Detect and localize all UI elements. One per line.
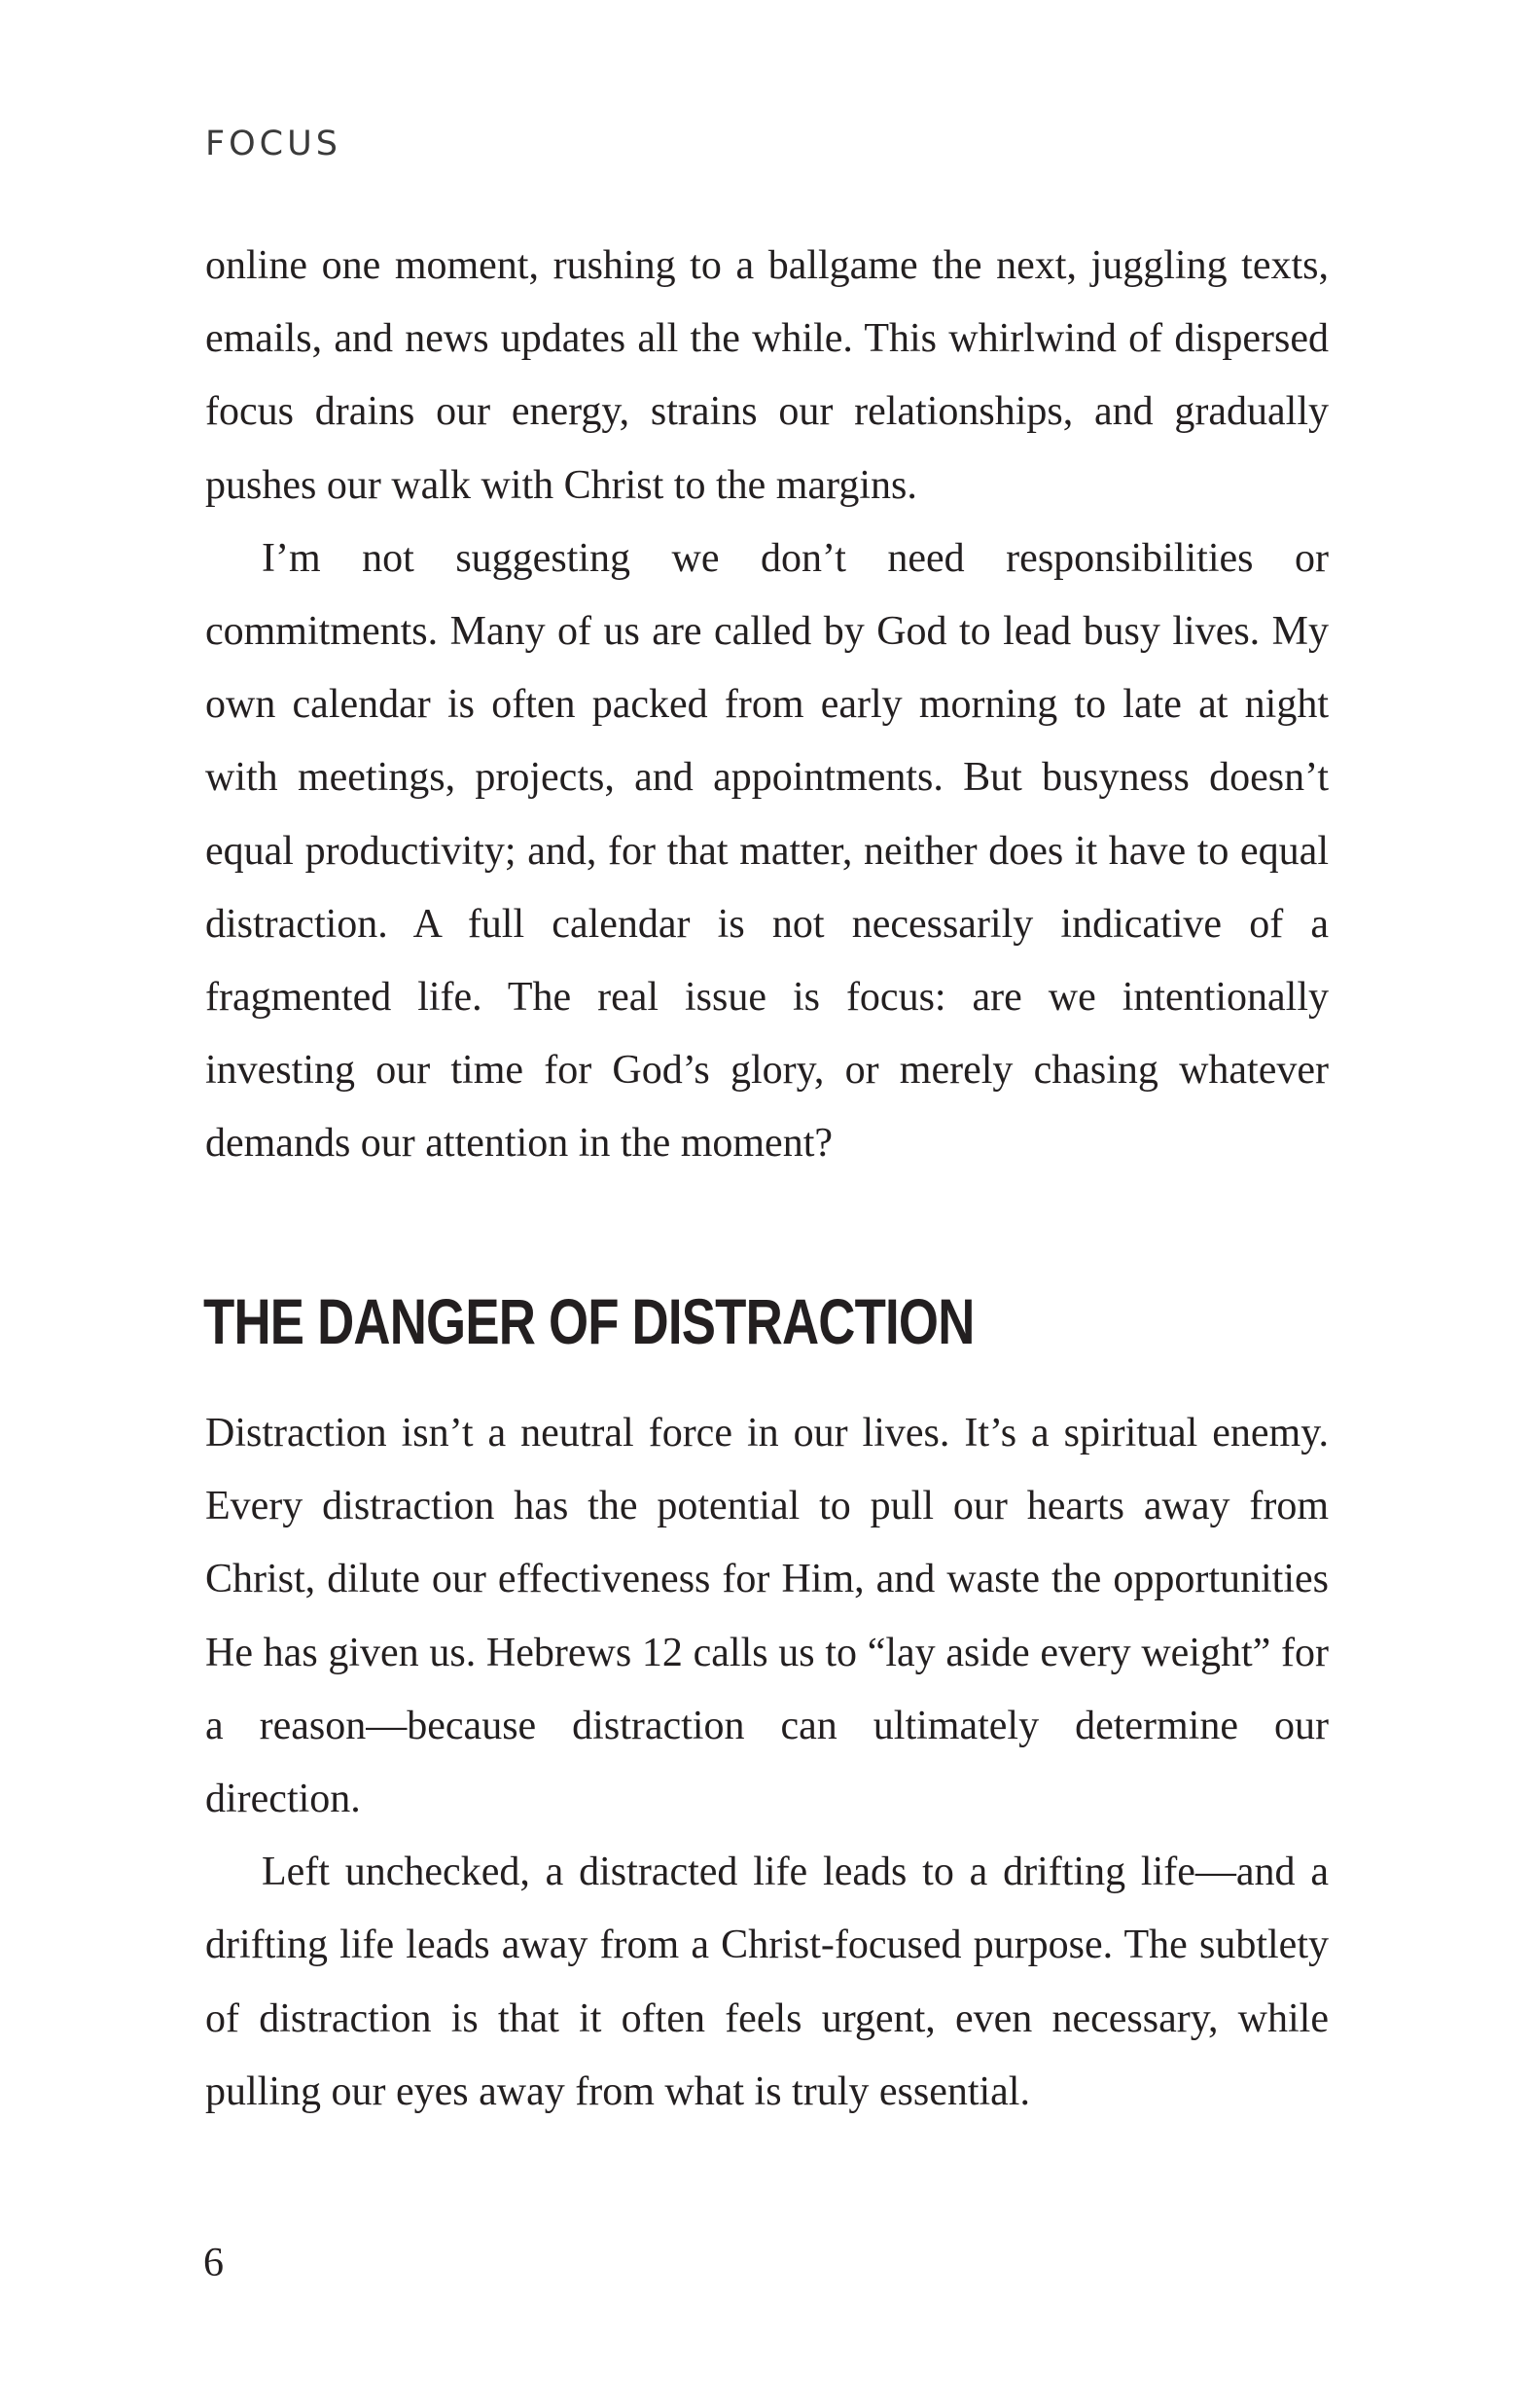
paragraph: Distraction isn’t a neutral force in our lives. It’s a spiritual enemy. Every distraction has the potential to pull our hearts away from Christ, dilute our effectiveness for Him, and waste the opportunities He has given us. Hebrews 12 calls us to “lay aside every weight” for a reason—because distraction can ultimately determine our direction. — [205, 1411, 1329, 1822]
body-text-bottom — [205, 1397, 1329, 2129]
paragraph: online one moment, rushing to a ballgame the next, juggling texts, emails, and news updates all the while. This whirlwind of dispersed focus drains our energy, strains our relationships, and gradually pushes our walk with Christ to the margins. — [205, 243, 1329, 508]
running-head: FOCUS — [205, 125, 341, 163]
paragraph: I’m not suggesting we don’t need responsibilities or commitments. Many of us are called by God to lead busy lives. My own calendar is often packed from early morning to late at night with meetings, projects, and appointments. But busyness doesn’t equal productivity; and, for that matter, neither does it have to equal distraction. A full calendar is not necessarily indicative of a fragmented life. The real issue is focus: are we intentionally investing our time for God’s glory, or merely chasing whatever demands our attention in the moment? — [205, 535, 1329, 1167]
page-number: 6 — [203, 2241, 224, 2285]
section-heading: THE DANGER OF DISTRACTION — [203, 1285, 975, 1357]
body-text-top — [205, 230, 1329, 1181]
paragraph: Left unchecked, a distracted life leads to a drifting life—and a drifting life leads away from a Christ-focused purpose. The subtlety of distraction is that it often feels urgent, even necessary, while pulling our eyes away from what is truly essential. — [205, 1850, 1329, 2114]
